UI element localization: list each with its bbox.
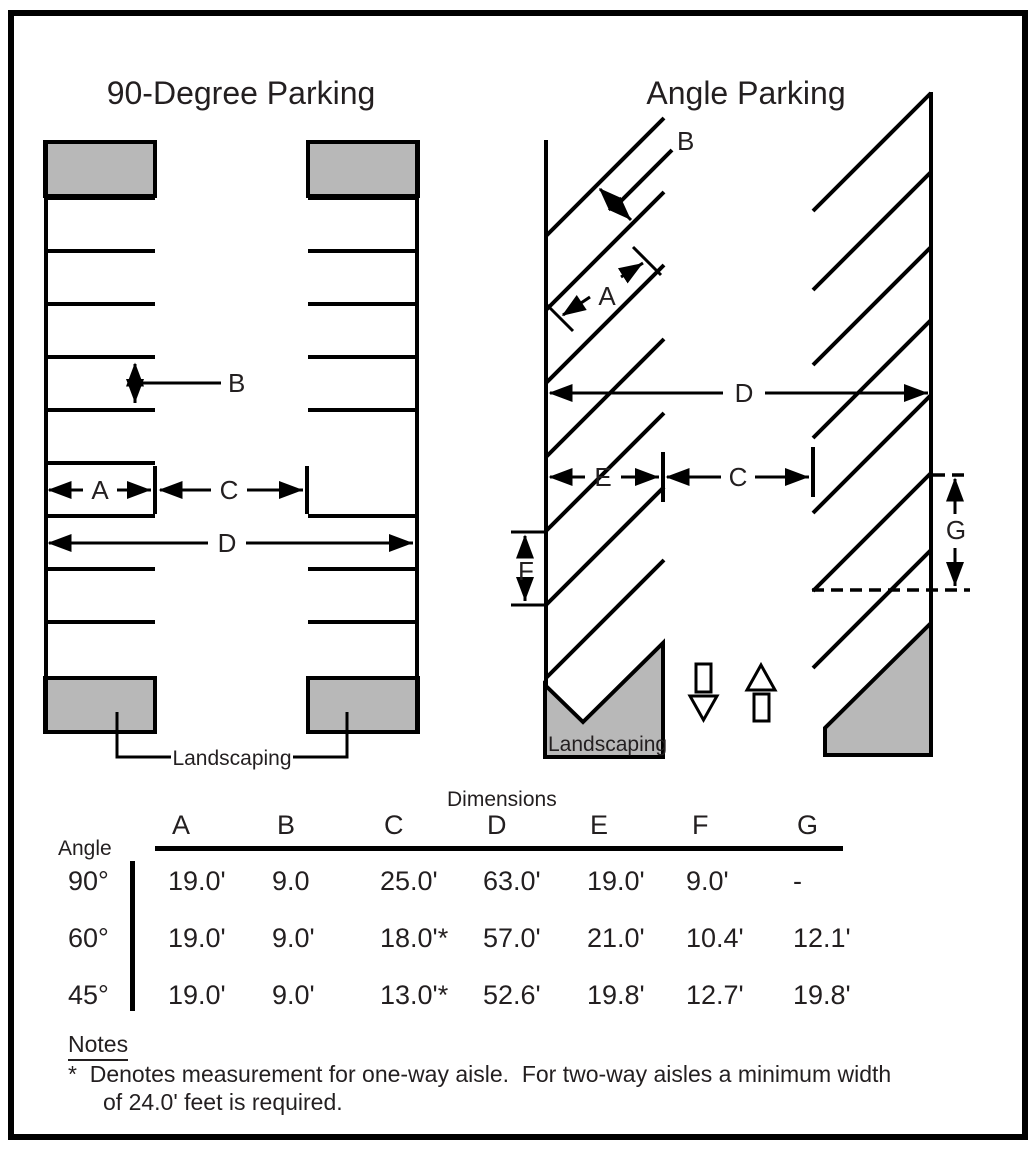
cell-90-B: 9.0 bbox=[272, 866, 310, 896]
one-way-arrow-up-icon bbox=[747, 665, 775, 721]
dimension-D-90 bbox=[49, 528, 413, 558]
column-header-G: G bbox=[797, 810, 819, 840]
angle-stall-lines-left bbox=[546, 118, 672, 686]
diagram-90-title: 90-Degree Parking bbox=[106, 75, 376, 111]
cell-90-E: 19.0' bbox=[587, 866, 645, 896]
table-header-rule bbox=[155, 846, 843, 851]
label-C-angle: C bbox=[728, 462, 748, 492]
label-A-angle: A bbox=[598, 281, 616, 311]
diagram-angle bbox=[511, 75, 970, 757]
cell-90-G: - bbox=[793, 866, 802, 896]
label-E-angle: E bbox=[594, 462, 612, 492]
angle-axis-label: Angle bbox=[58, 837, 112, 860]
notes-line-1: * Denotes measurement for one-way aisle. For two-way aisles a minimum width bbox=[68, 1061, 892, 1087]
column-header-A: A bbox=[172, 810, 191, 840]
landscaping-box-bottom-right bbox=[308, 678, 418, 732]
dimension-A-90 bbox=[49, 466, 155, 514]
notes-line-2: of 24.0' feet is required. bbox=[103, 1089, 343, 1115]
landscaping-box-bottom-left bbox=[45, 678, 155, 732]
diagram-90-degree bbox=[45, 75, 418, 770]
row-angle-60: 60° bbox=[68, 923, 109, 953]
cell-90-D: 63.0' bbox=[483, 866, 541, 896]
dimension-C-angle bbox=[667, 447, 813, 497]
cell-90-A: 19.0' bbox=[168, 866, 226, 896]
row-angle-45: 45° bbox=[68, 980, 109, 1010]
cell-60-G: 12.1' bbox=[793, 923, 851, 953]
label-B-angle: B bbox=[677, 126, 695, 156]
table-angle-divider bbox=[130, 861, 135, 1011]
label-D-90: D bbox=[217, 528, 237, 558]
cell-90-C: 25.0' bbox=[380, 866, 438, 896]
diagram-angle-title: Angle Parking bbox=[646, 75, 846, 111]
column-header-F: F bbox=[692, 810, 709, 840]
dimension-E-angle bbox=[550, 452, 663, 502]
column-header-B: B bbox=[277, 810, 296, 840]
label-G-angle: G bbox=[945, 515, 967, 545]
cell-60-A: 19.0' bbox=[168, 923, 226, 953]
column-header-E: E bbox=[590, 810, 609, 840]
cell-45-G: 19.8' bbox=[793, 980, 851, 1010]
label-C-90: C bbox=[219, 475, 239, 505]
cell-45-D: 52.6' bbox=[483, 980, 541, 1010]
cell-60-D: 57.0' bbox=[483, 923, 541, 953]
label-D-angle: D bbox=[734, 378, 754, 408]
cell-45-A: 19.0' bbox=[168, 980, 226, 1010]
cell-90-F: 9.0' bbox=[686, 866, 729, 896]
cell-45-C: 13.0'* bbox=[380, 980, 449, 1010]
dimension-F-angle bbox=[511, 532, 547, 605]
column-header-C: C bbox=[384, 810, 404, 840]
landscaping-box-top-right bbox=[308, 142, 418, 196]
dimension-B-90 bbox=[135, 364, 245, 403]
label-B-90: B bbox=[228, 368, 246, 398]
landscaping-box-top-left bbox=[45, 142, 155, 196]
cell-45-B: 9.0' bbox=[272, 980, 315, 1010]
column-header-D: D bbox=[487, 810, 507, 840]
cell-45-F: 12.7' bbox=[686, 980, 744, 1010]
label-A-90: A bbox=[91, 475, 109, 505]
cell-60-F: 10.4' bbox=[686, 923, 744, 953]
stall-lines-left-column bbox=[46, 142, 155, 732]
cell-60-C: 18.0'* bbox=[380, 923, 449, 953]
dimension-A-angle bbox=[545, 247, 661, 331]
cell-60-E: 21.0' bbox=[587, 923, 645, 953]
one-way-arrow-down-icon bbox=[690, 664, 717, 720]
cell-60-B: 9.0' bbox=[272, 923, 315, 953]
label-F-angle: F bbox=[518, 556, 534, 586]
stall-lines-right-column bbox=[308, 142, 417, 732]
row-angle-90: 90° bbox=[68, 866, 109, 896]
notes-heading: Notes bbox=[68, 1031, 128, 1061]
table-title: Dimensions bbox=[447, 788, 557, 811]
landscaping-label-angle: Landscaping bbox=[548, 733, 668, 756]
landscaping-label-90: Landscaping bbox=[172, 747, 292, 770]
dimension-C-90 bbox=[160, 466, 307, 514]
cell-45-E: 19.8' bbox=[587, 980, 645, 1010]
